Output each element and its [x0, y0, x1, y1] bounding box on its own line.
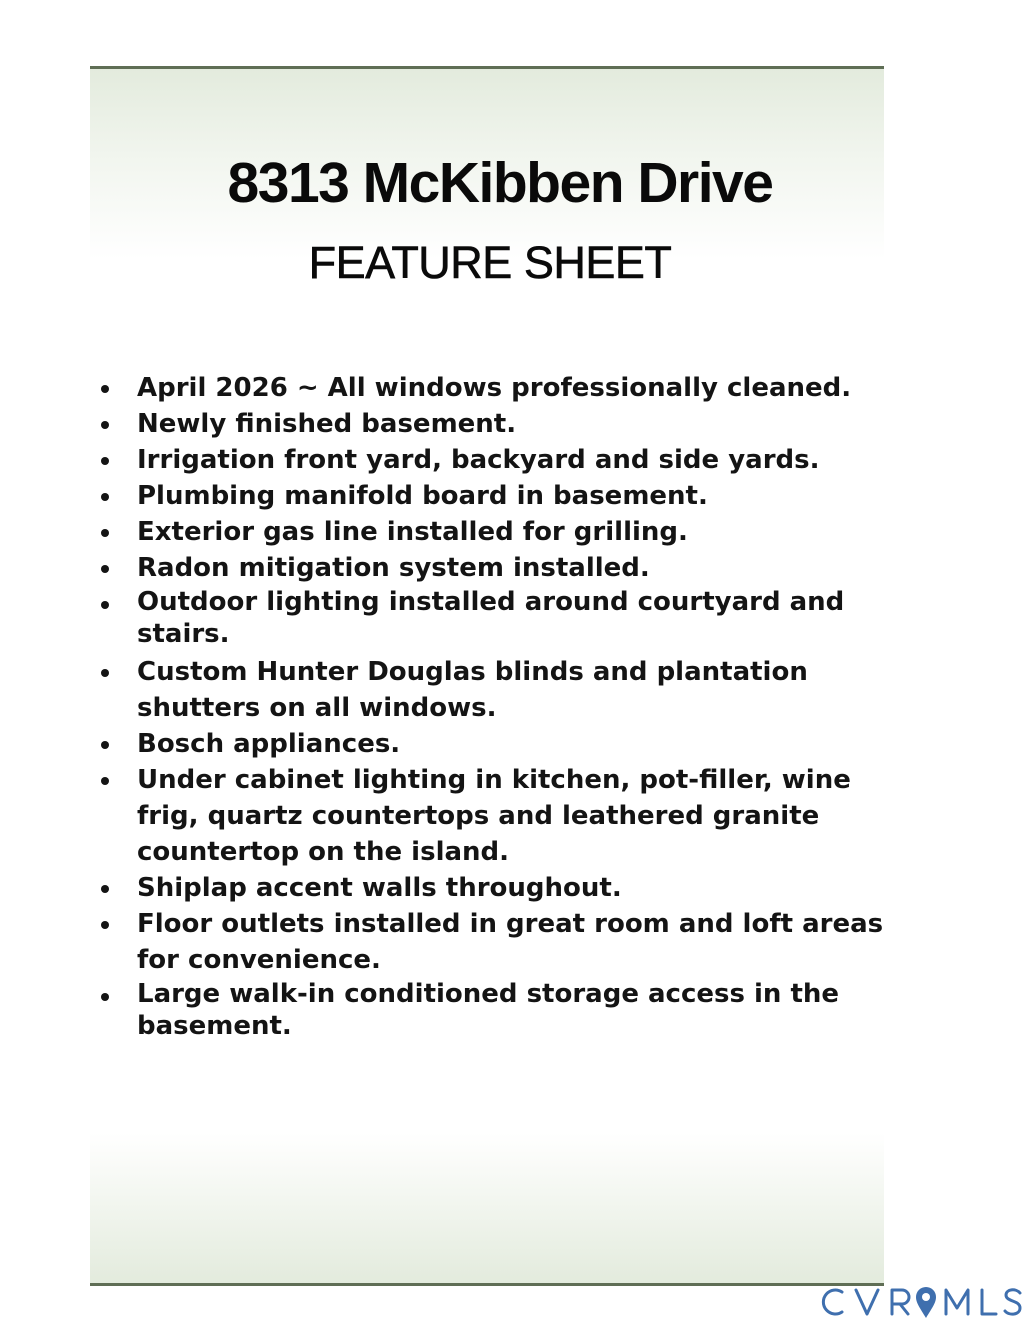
property-address-title: 8313 McKibben Drive: [227, 151, 773, 215]
feature-text: Exterior gas line installed for grilling.: [137, 517, 688, 547]
bottom-gradient-band: [90, 1133, 884, 1283]
feature-item: [96, 762, 906, 870]
bullet-icon: [101, 993, 109, 1001]
feature-item: [96, 514, 906, 550]
bullet-icon: [101, 565, 109, 573]
feature-item: [96, 978, 906, 1042]
bullet-icon: [101, 741, 109, 749]
bullet-icon: [101, 457, 109, 465]
bullet-icon: [101, 493, 109, 501]
feature-text: Plumbing manifold board in basement.: [137, 481, 708, 511]
feature-item: [96, 654, 906, 726]
bullet-icon: [101, 601, 109, 609]
feature-text: Floor outlets installed in great room and loft areas for convenience.: [137, 909, 884, 975]
feature-text: Under cabinet lighting in kitchen, pot-filler, wine frig, quartz countertops and leathered granite countertop on the island.: [137, 765, 851, 867]
bullet-icon: [101, 385, 109, 393]
bullet-icon: [101, 421, 109, 429]
feature-item: [96, 550, 906, 586]
feature-item: [96, 586, 906, 650]
feature-text: Large walk-in conditioned storage access in the basement.: [137, 979, 840, 1041]
feature-item: [96, 726, 906, 762]
feature-list: [96, 370, 906, 1046]
feature-item: [96, 870, 906, 906]
bullet-icon: [101, 885, 109, 893]
feature-text: Radon mitigation system installed.: [137, 553, 650, 583]
feature-item: [96, 442, 906, 478]
feature-item: [96, 906, 906, 978]
bullet-icon: [101, 669, 109, 677]
feature-text: Shiplap accent walls throughout.: [137, 873, 622, 903]
feature-text: April 2026 ~ All windows professionally cleaned.: [137, 373, 852, 403]
bullet-icon: [101, 529, 109, 537]
feature-item: [96, 406, 906, 442]
feature-sheet-subtitle: FEATURE SHEET: [308, 237, 672, 288]
feature-item: [96, 370, 906, 406]
cvrmls-watermark-logo: [820, 1282, 1024, 1322]
feature-item: [96, 478, 906, 514]
feature-text: Custom Hunter Douglas blinds and plantation shutters on all windows.: [137, 657, 808, 723]
bullet-icon: [101, 921, 109, 929]
bottom-divider: [90, 1283, 884, 1286]
bullet-icon: [101, 777, 109, 785]
feature-text: Irrigation front yard, backyard and side yards.: [137, 445, 820, 475]
feature-text: Newly finished basement.: [137, 409, 517, 439]
feature-text: Outdoor lighting installed around courtyard and stairs.: [137, 587, 845, 649]
cvrmls-logo-icon: [820, 1282, 1024, 1322]
feature-text: Bosch appliances.: [137, 729, 401, 759]
